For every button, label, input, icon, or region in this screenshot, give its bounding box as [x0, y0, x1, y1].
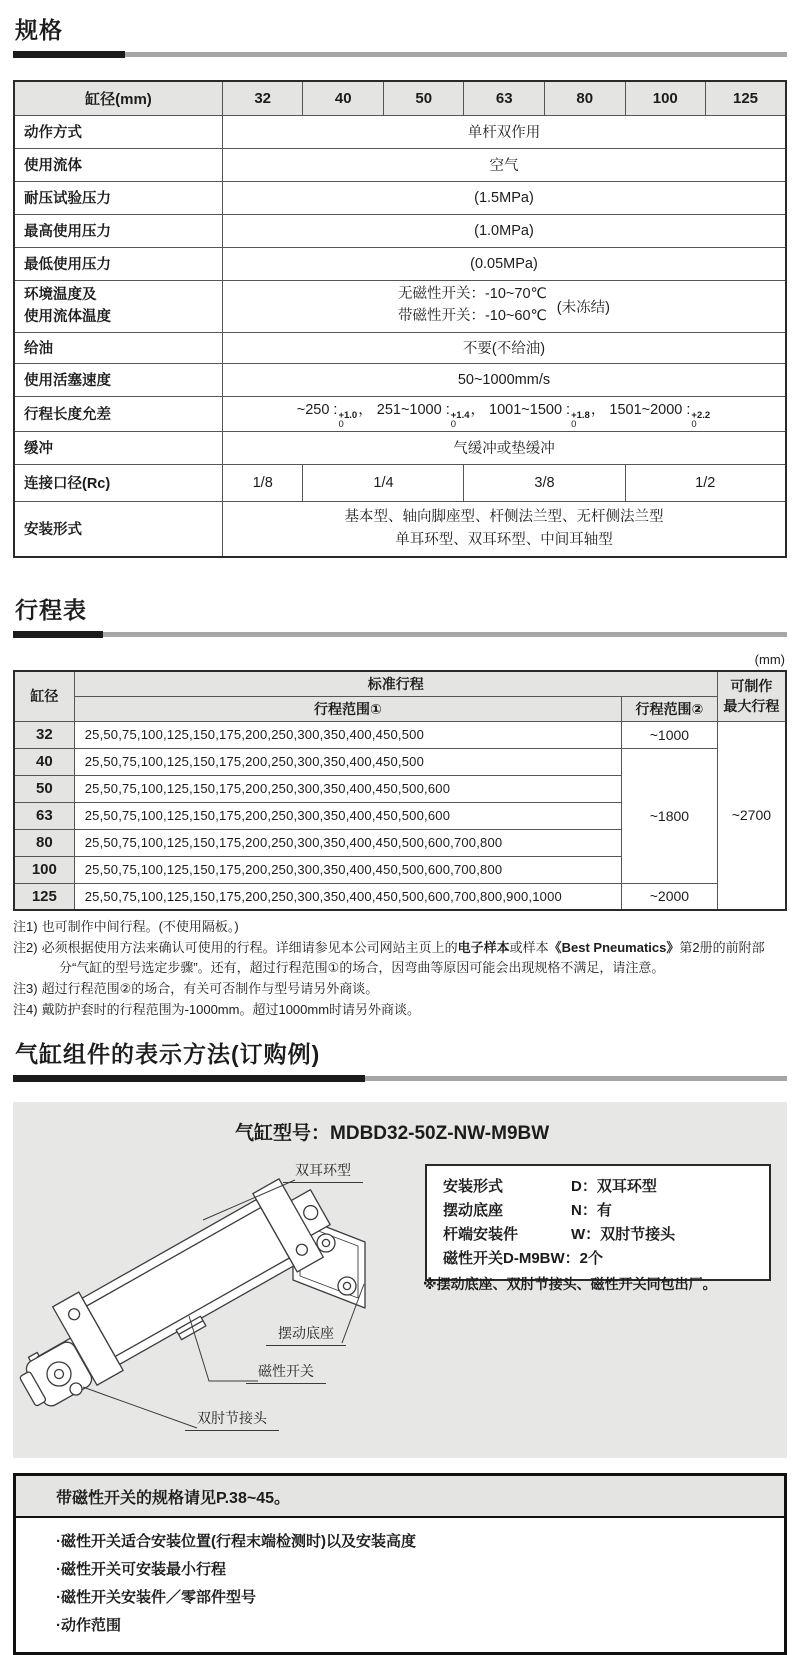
- stroke-header-standard: 标准行程: [74, 671, 717, 696]
- row-label: 连接口径(Rc): [14, 464, 222, 501]
- auto-switch-reference-box: [13, 1473, 787, 1655]
- info-row-auto-switch: 磁性开关D-M9BW：2个: [443, 1250, 603, 1267]
- row-label: 环境温度及 使用流体温度: [14, 280, 222, 332]
- row-label: 最高使用压力: [14, 214, 222, 247]
- max-stroke: ~2700: [717, 721, 786, 910]
- ordering-footnote: ※摆动底座、双肘节接头、磁性开关同包出厂。: [423, 1276, 717, 1292]
- port-32: 1/8: [222, 464, 303, 501]
- stroke-row-32: 32 25,50,75,100,125,150,175,200,250,300,350,400,450,500 ~1000 ~2700: [14, 721, 786, 748]
- model-number: MDBD32-50Z-NW-M9BW: [330, 1123, 550, 1144]
- row-value: 基本型、轴向脚座型、杆侧法兰型、无杆侧法兰型 单耳环型、双耳环型、中间耳轴型: [222, 501, 786, 557]
- spec-section-title: 规格: [15, 17, 63, 43]
- label-double-clevis: 双耳环型: [283, 1160, 363, 1183]
- port-40-50: 1/4: [303, 464, 464, 501]
- stroke-table: [13, 670, 787, 911]
- spec-header-50: 50: [383, 81, 464, 115]
- spec-row-mounting: [14, 501, 786, 557]
- row-value: 不要(不给油): [222, 332, 786, 363]
- stroke-section-rule: [13, 631, 787, 638]
- spec-section-rule: [13, 51, 787, 58]
- stroke-row-80: 80 25,50,75,100,125,150,175,200,250,300,350,400,450,500,600,700,800: [14, 829, 786, 856]
- spec-header-bore: 缸径(mm): [14, 81, 222, 115]
- row-value: ~250 : +1.0 0 ， 251~1000 : +1.4 0 ， 1001~1500 : +1.8 0 ， 1501~2000 : +2.2 0: [222, 396, 786, 431]
- row-label: 动作方式: [14, 115, 222, 148]
- row-value: (1.5MPa): [222, 181, 786, 214]
- spec-header-32: 32: [222, 81, 303, 115]
- note-3: 注3) 超过行程范围②的场合，有关可否制作与型号请另外商谈。: [13, 981, 379, 996]
- ordering-section-rule: [13, 1075, 787, 1082]
- row-label: 缓冲: [14, 431, 222, 464]
- label-swivel-base: 摆动底座: [266, 1323, 346, 1346]
- spec-row-action: [14, 115, 786, 148]
- ordering-info-box: [425, 1164, 771, 1281]
- stroke-header-row-1: [14, 671, 786, 696]
- note-1: 注1) 也可制作中间行程。(不使用隔板。): [13, 919, 239, 934]
- switch-box-item: ·磁性开关安装件／零部件型号: [56, 1589, 256, 1606]
- stroke-row-63: 63 25,50,75,100,125,150,175,200,250,300,350,400,450,500,600: [14, 802, 786, 829]
- stroke-section-title: 行程表: [15, 597, 87, 623]
- spec-row-port-size: [14, 464, 786, 501]
- row-value: 空气: [222, 148, 786, 181]
- spec-header-63: 63: [464, 81, 545, 115]
- row-value: 无磁性开关：-10~70℃ 带磁性开关：-10~60℃ (未冻结): [222, 280, 786, 332]
- spec-header-100: 100: [625, 81, 706, 115]
- row-value: (0.05MPa): [222, 247, 786, 280]
- stroke-header-max: 可制作 最大行程: [717, 671, 786, 721]
- leader-knuckle: [83, 1387, 197, 1428]
- port-100-125: 1/2: [625, 464, 786, 501]
- ordering-section-title: 气缸组件的表示方法(订购例): [15, 1041, 321, 1067]
- stroke-unit-label: (mm): [754, 652, 785, 667]
- stroke-row-100: 100 25,50,75,100,125,150,175,200,250,300,350,400,450,500,600,700,800: [14, 856, 786, 883]
- spec-row-max-pressure: [14, 214, 786, 247]
- spec-header-125: 125: [706, 81, 786, 115]
- switch-box-item: ·磁性开关适合安装位置(行程末端检测时)以及安装高度: [56, 1533, 416, 1550]
- spec-table: [13, 80, 787, 558]
- info-row-mounting: 安装形式 D：双耳环型: [443, 1178, 657, 1195]
- row-value: 50~1000mm/s: [222, 363, 786, 396]
- stroke-notes: [13, 917, 787, 1020]
- spec-row-proof-pressure: [14, 181, 786, 214]
- stroke-row-50: 50 25,50,75,100,125,150,175,200,250,300,350,400,450,500,600: [14, 775, 786, 802]
- info-row-swivel-base: 摆动底座 N：有: [443, 1202, 612, 1219]
- stroke-row-40: 40 25,50,75,100,125,150,175,200,250,300,350,400,450,500 ~1800: [14, 748, 786, 775]
- row-value: (1.0MPa): [222, 214, 786, 247]
- spec-row-min-pressure: [14, 247, 786, 280]
- spec-row-fluid: [14, 148, 786, 181]
- row-label: 最低使用压力: [14, 247, 222, 280]
- switch-box-header: 带磁性开关的规格请见P.38~45。: [16, 1476, 784, 1518]
- port-63-80: 3/8: [464, 464, 625, 501]
- spec-header-80: 80: [545, 81, 626, 115]
- stroke-header-range1: 行程范围①: [74, 696, 621, 721]
- model-label: 气缸型号：: [235, 1123, 331, 1144]
- spec-row-piston-speed: [14, 363, 786, 396]
- switch-box-body: [16, 1518, 784, 1652]
- range2-32: ~1000: [622, 721, 718, 748]
- row-label: 使用活塞速度: [14, 363, 222, 396]
- spec-header-40: 40: [303, 81, 384, 115]
- row-label: 行程长度允差: [14, 396, 222, 431]
- label-double-knuckle: 双肘节接头: [185, 1408, 279, 1431]
- temp-note: (未冻结): [556, 299, 610, 316]
- spec-header-row: [14, 81, 786, 115]
- spec-row-temperature: [14, 280, 786, 332]
- row-value: 气缓冲或垫缓冲: [222, 431, 786, 464]
- model-line: [235, 1118, 549, 1145]
- row-label: 使用流体: [14, 148, 222, 181]
- range2-40-100: ~1800: [622, 748, 718, 883]
- stroke-header-row-2: [14, 696, 786, 721]
- range2-125: ~2000: [622, 883, 718, 910]
- note-4: 注4) 戴防护套时的行程范围为-1000mm。超过1000mm时请另外商谈。: [13, 1002, 421, 1017]
- spec-row-lubrication: [14, 332, 786, 363]
- row-value: 单杆双作用: [222, 115, 786, 148]
- stroke-header-range2: 行程范围②: [622, 696, 718, 721]
- row-label: 给油: [14, 332, 222, 363]
- row-label: 安装形式: [14, 501, 222, 557]
- label-auto-switch: 磁性开关: [246, 1361, 326, 1384]
- note-2: 注2) 必须根据使用方法来确认可使用的行程。详细请参见本公司网站主页上的电子样本或样本《Best Pneumatics》第2册的前附部分“气缸的型号选定步骤”。还有，超过行程范围①的场合，因弯曲等原因可能会出现规格不满足，请注意。: [13, 940, 765, 975]
- stroke-header-bore: 缸径: [14, 671, 74, 721]
- info-row-rod-end: 杆端安装件 W：双肘节接头: [443, 1226, 676, 1243]
- spec-row-cushion: [14, 431, 786, 464]
- ordering-example-panel: [13, 1102, 787, 1458]
- row-label: 耐压试验压力: [14, 181, 222, 214]
- stroke-row-125: 125 25,50,75,100,125,150,175,200,250,300,350,400,450,500,600,700,800,900,1000 ~2000: [14, 883, 786, 910]
- spec-row-stroke-tolerance: [14, 396, 786, 431]
- switch-box-item: ·动作范围: [56, 1617, 121, 1634]
- switch-box-item: ·磁性开关可安装最小行程: [56, 1561, 226, 1578]
